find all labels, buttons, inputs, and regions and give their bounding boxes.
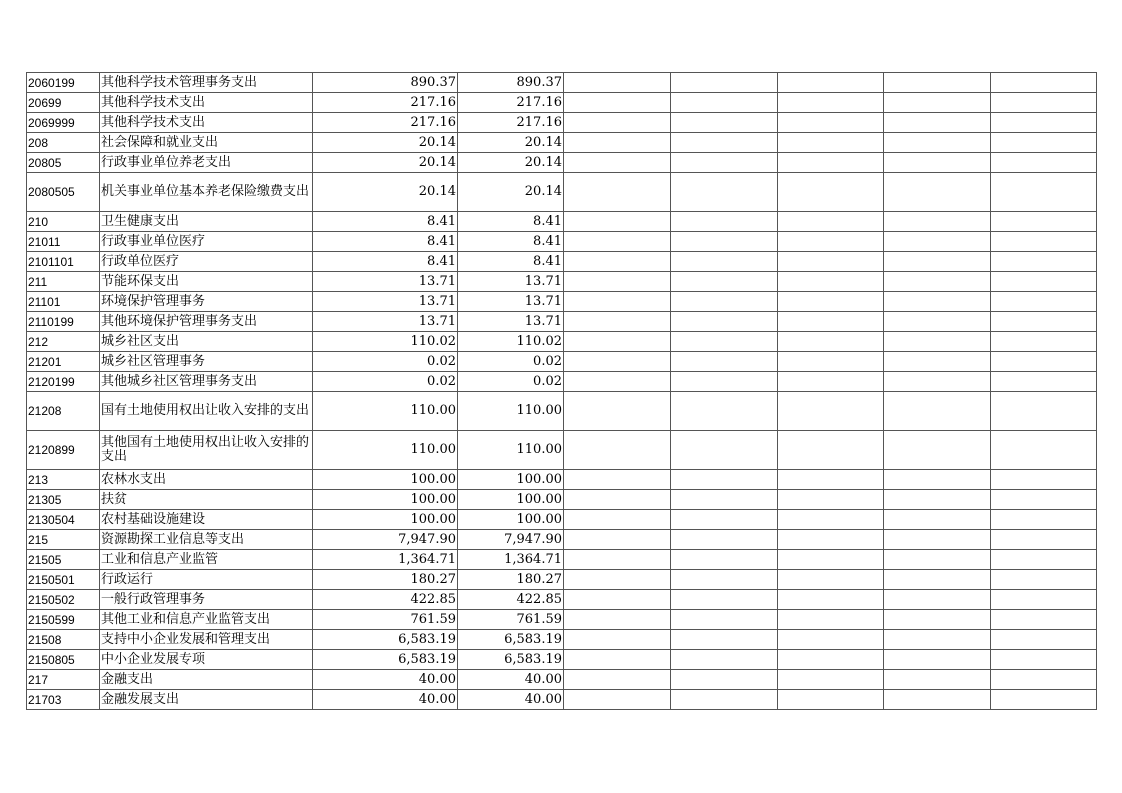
table-row xyxy=(27,670,1097,690)
cell-basic: 20.14 xyxy=(458,173,564,212)
table-row xyxy=(27,550,1097,570)
cell-total: 20.14 xyxy=(313,173,458,212)
cell-basic: 20.14 xyxy=(458,153,564,173)
cell-empty xyxy=(671,252,778,272)
cell-total: 110.00 xyxy=(313,431,458,470)
cell-empty xyxy=(671,610,778,630)
cell-empty xyxy=(671,392,778,431)
cell-empty xyxy=(778,173,884,212)
cell-empty xyxy=(778,312,884,332)
cell-code: 213 xyxy=(27,470,100,490)
cell-basic: 40.00 xyxy=(458,670,564,690)
cell-empty xyxy=(564,510,671,530)
cell-empty xyxy=(564,392,671,431)
cell-empty xyxy=(884,590,991,610)
cell-empty xyxy=(778,590,884,610)
cell-empty xyxy=(671,232,778,252)
cell-empty xyxy=(991,670,1097,690)
cell-basic: 8.41 xyxy=(458,212,564,232)
table-row xyxy=(27,570,1097,590)
cell-empty xyxy=(991,610,1097,630)
cell-basic: 0.02 xyxy=(458,352,564,372)
cell-empty xyxy=(564,292,671,312)
cell-empty xyxy=(564,530,671,550)
cell-basic: 20.14 xyxy=(458,133,564,153)
cell-empty xyxy=(671,690,778,710)
cell-basic: 13.71 xyxy=(458,272,564,292)
cell-code: 2060199 xyxy=(27,73,100,93)
cell-name: 支持中小企业发展和管理支出 xyxy=(100,630,313,650)
cell-empty xyxy=(991,630,1097,650)
cell-total: 100.00 xyxy=(313,510,458,530)
cell-empty xyxy=(991,312,1097,332)
cell-code: 20805 xyxy=(27,153,100,173)
cell-total: 7,947.90 xyxy=(313,530,458,550)
cell-name: 资源勘探工业信息等支出 xyxy=(100,530,313,550)
cell-empty xyxy=(671,332,778,352)
cell-empty xyxy=(564,590,671,610)
cell-code: 21703 xyxy=(27,690,100,710)
cell-code: 21505 xyxy=(27,550,100,570)
table-row xyxy=(27,232,1097,252)
cell-empty xyxy=(884,510,991,530)
table-row xyxy=(27,470,1097,490)
cell-code: 21201 xyxy=(27,352,100,372)
table-row xyxy=(27,153,1097,173)
cell-empty xyxy=(778,292,884,312)
cell-name: 金融支出 xyxy=(100,670,313,690)
cell-name: 节能环保支出 xyxy=(100,272,313,292)
table-row xyxy=(27,133,1097,153)
cell-name: 其他城乡社区管理事务支出 xyxy=(100,372,313,392)
table-row xyxy=(27,113,1097,133)
cell-basic: 40.00 xyxy=(458,690,564,710)
cell-total: 13.71 xyxy=(313,272,458,292)
cell-empty xyxy=(778,372,884,392)
cell-empty xyxy=(991,490,1097,510)
cell-empty xyxy=(671,153,778,173)
table-row xyxy=(27,212,1097,232)
cell-name: 其他科学技术管理事务支出 xyxy=(100,73,313,93)
cell-basic: 110.02 xyxy=(458,332,564,352)
cell-basic: 7,947.90 xyxy=(458,530,564,550)
cell-empty xyxy=(564,73,671,93)
table-row xyxy=(27,490,1097,510)
cell-empty xyxy=(778,630,884,650)
cell-total: 13.71 xyxy=(313,292,458,312)
cell-name: 金融发展支出 xyxy=(100,690,313,710)
cell-empty xyxy=(778,73,884,93)
budget-table xyxy=(26,72,1097,710)
cell-name: 其他科学技术支出 xyxy=(100,93,313,113)
cell-empty xyxy=(884,212,991,232)
cell-empty xyxy=(991,133,1097,153)
cell-empty xyxy=(564,352,671,372)
cell-empty xyxy=(671,173,778,212)
cell-empty xyxy=(778,93,884,113)
cell-basic: 100.00 xyxy=(458,470,564,490)
cell-code: 21305 xyxy=(27,490,100,510)
cell-empty xyxy=(991,550,1097,570)
cell-empty xyxy=(564,372,671,392)
cell-code: 21508 xyxy=(27,630,100,650)
cell-empty xyxy=(671,73,778,93)
cell-name: 一般行政管理事务 xyxy=(100,590,313,610)
cell-empty xyxy=(778,431,884,470)
cell-code: 2080505 xyxy=(27,173,100,212)
cell-name: 环境保护管理事务 xyxy=(100,292,313,312)
cell-empty xyxy=(991,650,1097,670)
cell-empty xyxy=(884,431,991,470)
table-row xyxy=(27,650,1097,670)
cell-empty xyxy=(778,153,884,173)
cell-empty xyxy=(564,630,671,650)
cell-total: 8.41 xyxy=(313,232,458,252)
cell-code: 2120899 xyxy=(27,431,100,470)
cell-name: 其他环境保护管理事务支出 xyxy=(100,312,313,332)
cell-total: 890.37 xyxy=(313,73,458,93)
cell-total: 422.85 xyxy=(313,590,458,610)
cell-empty xyxy=(778,232,884,252)
cell-empty xyxy=(991,590,1097,610)
cell-empty xyxy=(671,650,778,670)
cell-total: 8.41 xyxy=(313,252,458,272)
cell-code: 2150599 xyxy=(27,610,100,630)
cell-empty xyxy=(884,372,991,392)
cell-empty xyxy=(884,650,991,670)
cell-empty xyxy=(884,630,991,650)
cell-code: 210 xyxy=(27,212,100,232)
cell-empty xyxy=(991,352,1097,372)
cell-basic: 0.02 xyxy=(458,372,564,392)
cell-empty xyxy=(991,392,1097,431)
cell-empty xyxy=(671,352,778,372)
cell-total: 100.00 xyxy=(313,470,458,490)
cell-empty xyxy=(991,113,1097,133)
cell-empty xyxy=(564,232,671,252)
cell-code: 2150501 xyxy=(27,570,100,590)
cell-empty xyxy=(671,272,778,292)
table-row xyxy=(27,590,1097,610)
cell-empty xyxy=(564,690,671,710)
cell-empty xyxy=(671,570,778,590)
cell-name: 农村基础设施建设 xyxy=(100,510,313,530)
cell-basic: 13.71 xyxy=(458,312,564,332)
table-row xyxy=(27,431,1097,470)
cell-empty xyxy=(884,352,991,372)
table-row xyxy=(27,690,1097,710)
table-row xyxy=(27,610,1097,630)
cell-empty xyxy=(991,431,1097,470)
cell-empty xyxy=(991,372,1097,392)
cell-empty xyxy=(564,431,671,470)
cell-basic: 217.16 xyxy=(458,93,564,113)
cell-basic: 8.41 xyxy=(458,252,564,272)
cell-empty xyxy=(778,550,884,570)
cell-name: 机关事业单位基本养老保险缴费支出 xyxy=(100,173,313,212)
cell-empty xyxy=(991,292,1097,312)
cell-empty xyxy=(671,212,778,232)
cell-empty xyxy=(778,212,884,232)
cell-total: 6,583.19 xyxy=(313,650,458,670)
cell-empty xyxy=(564,650,671,670)
cell-total: 8.41 xyxy=(313,212,458,232)
cell-empty xyxy=(991,73,1097,93)
cell-code: 208 xyxy=(27,133,100,153)
cell-empty xyxy=(671,372,778,392)
cell-total: 20.14 xyxy=(313,133,458,153)
table-row xyxy=(27,630,1097,650)
cell-code: 211 xyxy=(27,272,100,292)
cell-total: 180.27 xyxy=(313,570,458,590)
cell-total: 100.00 xyxy=(313,490,458,510)
table-body xyxy=(27,73,1097,710)
cell-empty xyxy=(564,670,671,690)
cell-empty xyxy=(778,610,884,630)
cell-basic: 100.00 xyxy=(458,510,564,530)
cell-basic: 1,364.71 xyxy=(458,550,564,570)
cell-code: 21101 xyxy=(27,292,100,312)
cell-empty xyxy=(884,173,991,212)
table-row xyxy=(27,292,1097,312)
cell-empty xyxy=(671,510,778,530)
cell-name: 行政运行 xyxy=(100,570,313,590)
cell-total: 217.16 xyxy=(313,93,458,113)
cell-name: 工业和信息产业监管 xyxy=(100,550,313,570)
cell-code: 20699 xyxy=(27,93,100,113)
cell-code: 217 xyxy=(27,670,100,690)
cell-basic: 217.16 xyxy=(458,113,564,133)
cell-name: 其他科学技术支出 xyxy=(100,113,313,133)
cell-total: 1,364.71 xyxy=(313,550,458,570)
cell-empty xyxy=(884,232,991,252)
cell-code: 2120199 xyxy=(27,372,100,392)
cell-empty xyxy=(991,570,1097,590)
cell-empty xyxy=(991,272,1097,292)
cell-empty xyxy=(778,332,884,352)
cell-name: 行政事业单位医疗 xyxy=(100,232,313,252)
cell-empty xyxy=(991,332,1097,352)
cell-name: 行政事业单位养老支出 xyxy=(100,153,313,173)
cell-empty xyxy=(884,570,991,590)
cell-empty xyxy=(671,312,778,332)
cell-empty xyxy=(564,332,671,352)
cell-empty xyxy=(564,470,671,490)
cell-empty xyxy=(671,490,778,510)
cell-empty xyxy=(991,510,1097,530)
cell-empty xyxy=(671,113,778,133)
cell-empty xyxy=(778,133,884,153)
table-row xyxy=(27,510,1097,530)
cell-total: 0.02 xyxy=(313,352,458,372)
cell-empty xyxy=(884,332,991,352)
cell-name: 国有土地使用权出让收入安排的支出 xyxy=(100,392,313,431)
cell-empty xyxy=(564,113,671,133)
cell-empty xyxy=(991,173,1097,212)
cell-basic: 100.00 xyxy=(458,490,564,510)
table-row xyxy=(27,73,1097,93)
cell-empty xyxy=(564,252,671,272)
cell-empty xyxy=(884,470,991,490)
cell-name: 扶贫 xyxy=(100,490,313,510)
cell-total: 110.02 xyxy=(313,332,458,352)
cell-empty xyxy=(884,153,991,173)
cell-empty xyxy=(564,153,671,173)
cell-name: 行政单位医疗 xyxy=(100,252,313,272)
cell-empty xyxy=(564,212,671,232)
cell-empty xyxy=(991,690,1097,710)
cell-name: 中小企业发展专项 xyxy=(100,650,313,670)
table-row xyxy=(27,332,1097,352)
cell-basic: 761.59 xyxy=(458,610,564,630)
cell-empty xyxy=(884,133,991,153)
cell-empty xyxy=(778,272,884,292)
cell-empty xyxy=(884,550,991,570)
cell-empty xyxy=(671,93,778,113)
cell-code: 2150502 xyxy=(27,590,100,610)
cell-empty xyxy=(564,490,671,510)
cell-empty xyxy=(778,530,884,550)
cell-empty xyxy=(564,312,671,332)
cell-basic: 890.37 xyxy=(458,73,564,93)
cell-basic: 6,583.19 xyxy=(458,630,564,650)
cell-empty xyxy=(564,550,671,570)
cell-empty xyxy=(884,490,991,510)
cell-basic: 110.00 xyxy=(458,431,564,470)
cell-name: 社会保障和就业支出 xyxy=(100,133,313,153)
cell-total: 40.00 xyxy=(313,670,458,690)
cell-empty xyxy=(991,212,1097,232)
cell-empty xyxy=(778,490,884,510)
cell-basic: 6,583.19 xyxy=(458,650,564,670)
cell-basic: 8.41 xyxy=(458,232,564,252)
table-row xyxy=(27,372,1097,392)
table-row xyxy=(27,392,1097,431)
table-row xyxy=(27,352,1097,372)
table-row xyxy=(27,530,1097,550)
cell-empty xyxy=(778,113,884,133)
cell-empty xyxy=(564,133,671,153)
cell-empty xyxy=(564,570,671,590)
cell-empty xyxy=(564,272,671,292)
cell-total: 110.00 xyxy=(313,392,458,431)
cell-empty xyxy=(778,470,884,490)
cell-empty xyxy=(778,570,884,590)
cell-empty xyxy=(671,470,778,490)
cell-total: 13.71 xyxy=(313,312,458,332)
cell-empty xyxy=(564,610,671,630)
cell-basic: 422.85 xyxy=(458,590,564,610)
cell-total: 40.00 xyxy=(313,690,458,710)
cell-empty xyxy=(884,530,991,550)
cell-empty xyxy=(991,470,1097,490)
cell-total: 761.59 xyxy=(313,610,458,630)
cell-empty xyxy=(564,173,671,212)
cell-empty xyxy=(671,670,778,690)
cell-basic: 110.00 xyxy=(458,392,564,431)
cell-empty xyxy=(884,252,991,272)
cell-name: 城乡社区支出 xyxy=(100,332,313,352)
cell-total: 0.02 xyxy=(313,372,458,392)
cell-empty xyxy=(564,93,671,113)
cell-empty xyxy=(991,530,1097,550)
cell-name: 城乡社区管理事务 xyxy=(100,352,313,372)
cell-total: 217.16 xyxy=(313,113,458,133)
cell-empty xyxy=(671,550,778,570)
cell-empty xyxy=(884,392,991,431)
table-row xyxy=(27,93,1097,113)
cell-empty xyxy=(778,510,884,530)
cell-empty xyxy=(671,431,778,470)
cell-empty xyxy=(671,590,778,610)
table-row xyxy=(27,272,1097,292)
cell-basic: 180.27 xyxy=(458,570,564,590)
cell-empty xyxy=(778,352,884,372)
cell-code: 2069999 xyxy=(27,113,100,133)
cell-empty xyxy=(778,650,884,670)
cell-code: 2101101 xyxy=(27,252,100,272)
cell-name: 其他工业和信息产业监管支出 xyxy=(100,610,313,630)
cell-name: 其他国有土地使用权出让收入安排的支出 xyxy=(100,431,313,470)
table-row xyxy=(27,312,1097,332)
cell-empty xyxy=(671,133,778,153)
table-row xyxy=(27,252,1097,272)
cell-code: 21208 xyxy=(27,392,100,431)
cell-empty xyxy=(884,113,991,133)
cell-empty xyxy=(778,392,884,431)
cell-empty xyxy=(991,93,1097,113)
cell-empty xyxy=(671,292,778,312)
cell-empty xyxy=(884,690,991,710)
cell-empty xyxy=(884,292,991,312)
cell-name: 卫生健康支出 xyxy=(100,212,313,232)
cell-empty xyxy=(778,690,884,710)
cell-empty xyxy=(778,670,884,690)
cell-code: 215 xyxy=(27,530,100,550)
cell-empty xyxy=(884,670,991,690)
cell-empty xyxy=(884,272,991,292)
cell-empty xyxy=(884,73,991,93)
cell-code: 212 xyxy=(27,332,100,352)
cell-empty xyxy=(671,530,778,550)
cell-empty xyxy=(884,610,991,630)
cell-empty xyxy=(991,252,1097,272)
cell-empty xyxy=(671,630,778,650)
cell-empty xyxy=(991,232,1097,252)
cell-empty xyxy=(991,153,1097,173)
table-row xyxy=(27,173,1097,212)
cell-code: 2110199 xyxy=(27,312,100,332)
cell-basic: 13.71 xyxy=(458,292,564,312)
cell-empty xyxy=(778,252,884,272)
cell-empty xyxy=(884,312,991,332)
cell-total: 20.14 xyxy=(313,153,458,173)
cell-empty xyxy=(884,93,991,113)
cell-code: 21011 xyxy=(27,232,100,252)
cell-code: 2150805 xyxy=(27,650,100,670)
cell-code: 2130504 xyxy=(27,510,100,530)
cell-name: 农林水支出 xyxy=(100,470,313,490)
cell-total: 6,583.19 xyxy=(313,630,458,650)
